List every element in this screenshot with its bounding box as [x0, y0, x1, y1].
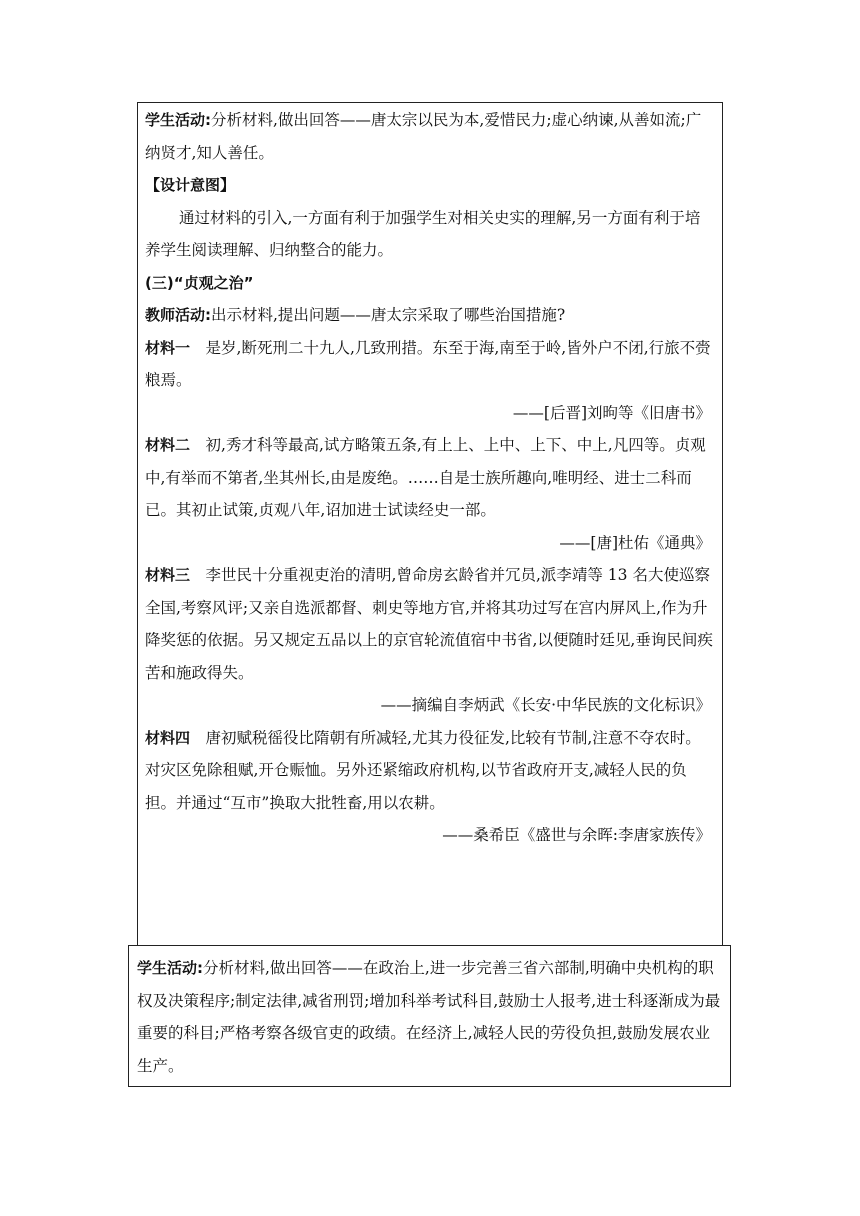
material-4-text: 唐初赋税徭役比隋朝有所减轻,尤其力役征发,比较有节制,注意不夺农时。对灾区免除租赋,开仓赈恤。另外还紧缩政府机构,以节省政府开支,减轻人民的负担。并通过“互市”换取大批牲畜,用以农耕。 — [145, 728, 701, 812]
answer-text: 分析材料,做出回答——在政治上,进一步完善三省六部制,明确中央机构的职权及决策程序;制定法律,减省刑罚;增加科举考试科目,鼓励士人报考,进士科逐渐成为最重要的科目;严格考察各级官吏的政绩。在经济上,减轻人民的劳役负担,鼓励发展农业生产。 — [137, 959, 721, 1075]
student-activity-text: 分析材料,做出回答——唐太宗以民为本,爱惜民力;虚心纳谏,从善如流;广纳贤才,知人善任。 — [145, 111, 702, 162]
answer-paragraph — [137, 952, 725, 1082]
teacher-activity-label: 教师活动: — [145, 306, 211, 324]
design-intent-text: 通过材料的引入,一方面有利于加强学生对相关史实的理解,另一方面有利于培养学生阅读理解、归纳整合的能力。 — [145, 208, 701, 259]
material-2 — [145, 429, 715, 527]
material-1 — [145, 332, 715, 397]
material-2-source: ——[唐]杜佑《通典》 — [559, 533, 711, 552]
material-3-text: 李世民十分重视吏治的清明,曾命房玄龄省并冗员,派李靖等 13 名大使巡察全国,考察风评;又亲自选派都督、刺史等地方官,并将其功过写在宫内屏风上,作为升降奖惩的依据。另又规定五品以上的京官轮流值宿中书省,以便随时廷见,垂询民间疾苦和施政得失。 — [145, 566, 713, 682]
answer-content — [137, 952, 725, 1082]
material-1-label: 材料一 — [145, 338, 191, 357]
material-1-source: ——[后晋]刘昫等《旧唐书》 — [512, 403, 711, 422]
material-4-label: 材料四 — [145, 728, 191, 747]
material-3-label: 材料三 — [145, 566, 191, 584]
teacher-activity-paragraph — [145, 299, 715, 332]
student-activity-label: 学生活动: — [145, 111, 211, 129]
section-title: (三)“贞观之治” — [145, 273, 254, 292]
material-4-source: ——桑希臣《盛世与余晖:李唐家族传》 — [442, 826, 711, 844]
material-3-source: ——摘编自李炳武《长安·中华民族的文化标识》 — [380, 696, 711, 714]
material-3 — [145, 559, 715, 689]
material-2-label: 材料二 — [145, 436, 191, 454]
material-2-text: 初,秀才科等最高,试方略策五条,有上上、上中、上下、中上,凡四等。贞观中,有举而不第者,坐其州长,由是废绝。……自是士族所趣向,唯明经、进士二科而已。其初止试策,贞观八年,诏加进士试读经史一部。 — [145, 436, 706, 519]
material-4 — [145, 722, 715, 820]
teacher-activity-text: 出示材料,提出问题——唐太宗采取了哪些治国措施? — [211, 306, 566, 324]
design-intent-heading: 【设计意图】 — [145, 176, 236, 194]
lesson-content — [145, 104, 715, 852]
student-activity-paragraph — [145, 104, 715, 169]
answer-label: 学生活动: — [137, 959, 203, 977]
material-1-text: 是岁,断死刑二十九人,几致刑措。东至于海,南至于岭,皆外户不闭,行旅不赍粮焉。 — [145, 338, 711, 389]
